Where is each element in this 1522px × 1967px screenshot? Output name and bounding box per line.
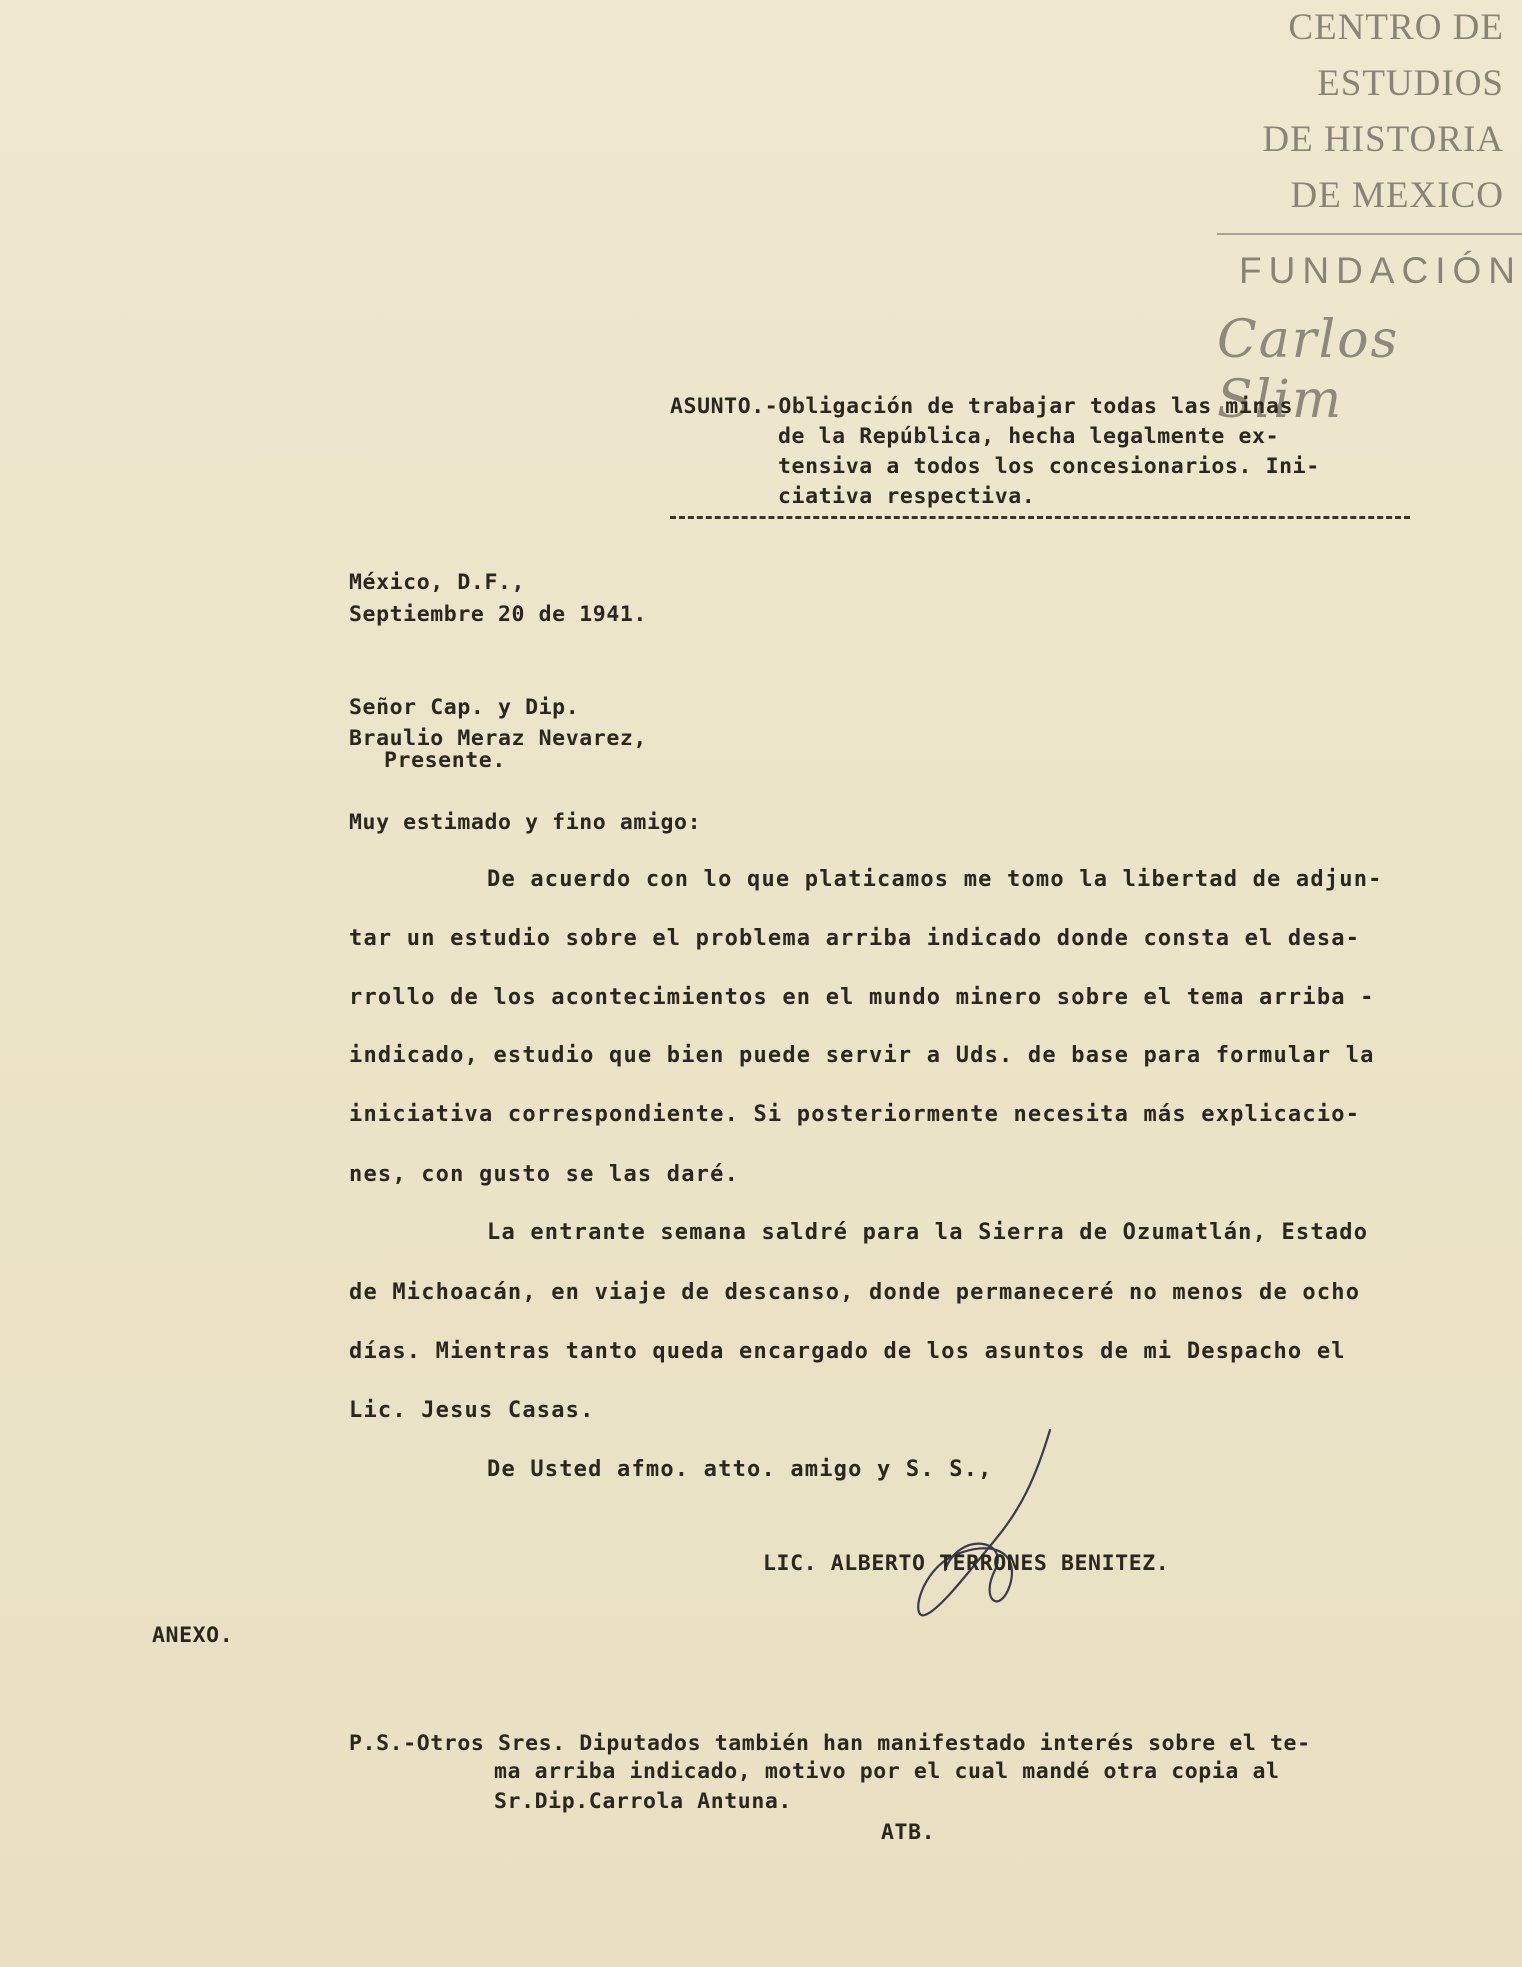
- postscript-line: ma arriba indicado, motivo por el cual mandé otra copia al: [494, 1759, 1280, 1784]
- addressee-line: Señor Cap. y Dip.: [349, 695, 580, 720]
- handwritten-signature: [900, 1420, 1080, 1620]
- postscript-line: P.S.-Otros Sres. Diputados también han manifestado interés sobre el te-: [349, 1731, 1311, 1756]
- archive-watermark: [1217, 0, 1522, 430]
- subject-line: ciativa respectiva.: [778, 484, 1036, 509]
- subject-line: ASUNTO.-Obligación de trabajar todas las minas: [670, 394, 1294, 419]
- initials: ATB.: [881, 1820, 936, 1845]
- body-line: rrollo de los acontecimientos en el mundo minero sobre el tema arriba -: [349, 985, 1375, 1010]
- addressee-line: Braulio Meraz Nevarez,: [349, 726, 647, 751]
- subject-divider: [670, 516, 1410, 525]
- body-line: De acuerdo con lo que platicamos me tomo la libertad de adjun-: [487, 867, 1383, 892]
- watermark-foundation: FUNDACIÓN: [1239, 250, 1522, 291]
- body-line: nes, con gusto se las daré.: [349, 1162, 740, 1187]
- annex-label: ANEXO.: [152, 1623, 234, 1648]
- watermark-divider: [1217, 233, 1522, 235]
- body-line: iniciativa correspondiente. Si posteriormente necesita más explicacio-: [349, 1102, 1361, 1127]
- subject-line: tensiva a todos los concesionarios. Ini-: [778, 454, 1320, 479]
- date-line: Septiembre 20 de 1941.: [349, 602, 647, 627]
- watermark-line: DE MEXICO: [1290, 175, 1504, 216]
- body-line: de Michoacán, en viaje de descanso, donde permaneceré no menos de ocho: [349, 1280, 1361, 1305]
- body-line: días. Mientras tanto queda encargado de los asuntos de mi Despacho el: [349, 1339, 1346, 1364]
- watermark-line: ESTUDIOS: [1317, 63, 1504, 104]
- subject-line: de la República, hecha legalmente ex-: [778, 424, 1280, 449]
- body-line: La entrante semana saldré para la Sierra de Ozumatlán, Estado: [487, 1220, 1369, 1245]
- watermark-signature: Carlos Slim: [1217, 310, 1400, 430]
- place-line: México, D.F.,: [349, 570, 526, 595]
- body-line: Lic. Jesus Casas.: [349, 1398, 595, 1423]
- closing: De Usted afmo. atto. amigo y S. S.,: [487, 1457, 993, 1482]
- postscript-line: Sr.Dip.Carrola Antuna.: [494, 1789, 792, 1814]
- salutation: Muy estimado y fino amigo:: [349, 810, 702, 835]
- body-line: indicado, estudio que bien puede servir a Uds. de base para formular la: [349, 1043, 1375, 1068]
- watermark-line: DE HISTORIA: [1262, 119, 1504, 160]
- addressee-line: Presente.: [384, 748, 506, 773]
- signatory-name: LIC. ALBERTO TERRONES BENITEZ.: [763, 1551, 1170, 1576]
- watermark-line: CENTRO DE: [1288, 7, 1504, 48]
- body-line: tar un estudio sobre el problema arriba indicado donde consta el desa-: [349, 926, 1361, 951]
